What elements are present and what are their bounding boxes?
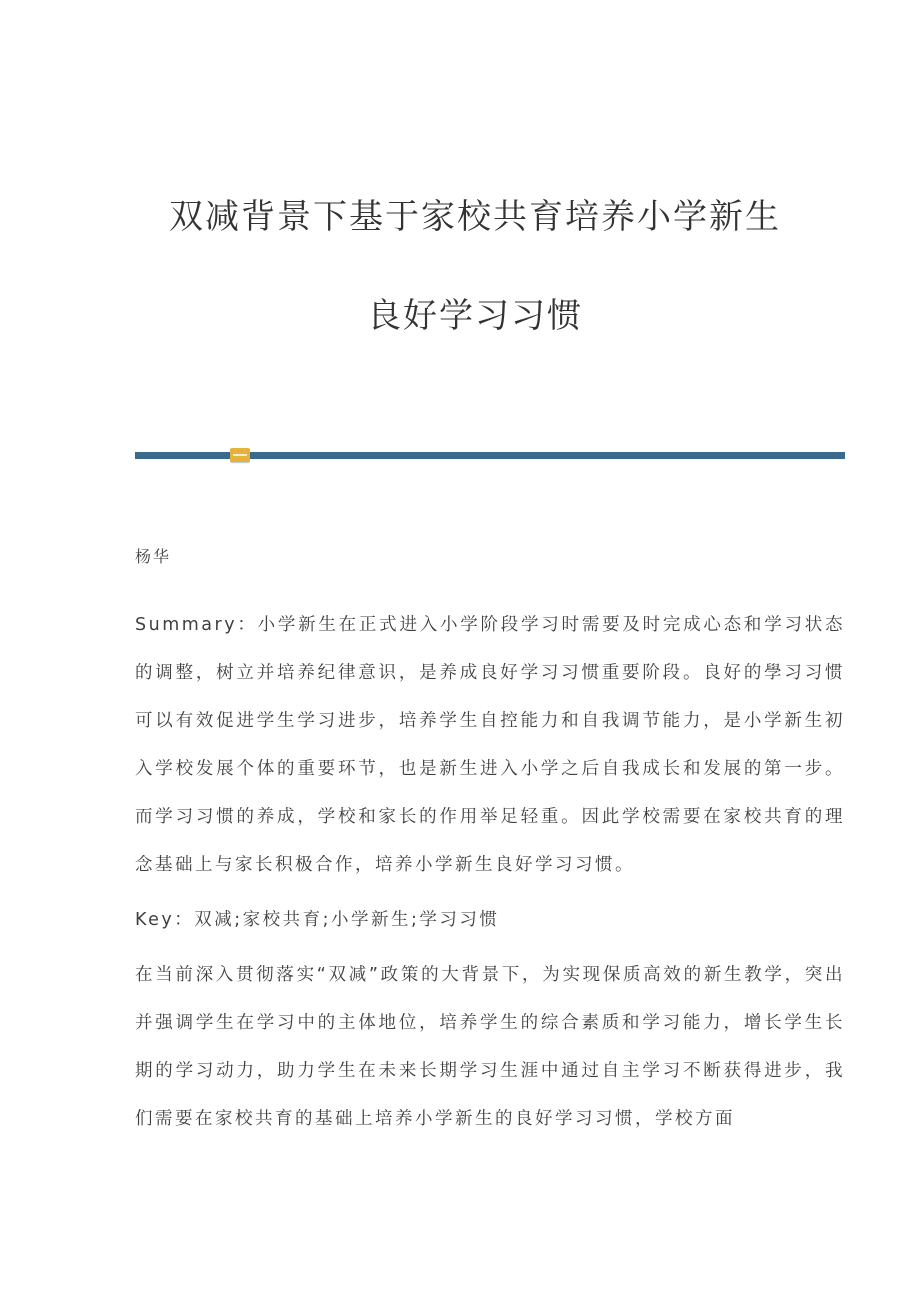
body-paragraph: 在当前深入贯彻落实“双减”政策的大背景下，为实现保质高效的新生教学，突出并强调学生在学习中的主体地位，培养学生的综合素质和学习能力，增长学生长期的学习动力，助力学生在未来长期学习生涯中通过自主学习不断获得进步，我们需要在家校共育的基础上培养小学新生的良好学习习惯，学校方面: [135, 964, 845, 1129]
author-name: 杨华: [135, 547, 172, 567]
title-line-2: 良好学习习惯: [367, 296, 583, 337]
section-divider: [135, 448, 845, 462]
document-title: [105, 198, 845, 336]
keywords-line: Key：双减;家校共育;小学新生;学习习惯: [135, 909, 500, 930]
title-line-1: 双减背景下基于家校共育培养小学新生: [169, 197, 781, 237]
summary-paragraph: Summary：小学新生在正式进入小学阶段学习时需要及时完成心态和学习状态的调整，树立并培养纪律意识，是养成良好学习习惯重要阶段。良好的學习习惯可以有效促进学生学习进步，培养学生自控能力和自我调节能力，是小学新生初入学校发展个体的重要环节，也是新生进入小学之后自我成长和发展的第一步。而学习习惯的养成，学校和家长的作用举足轻重。因此学校需要在家校共育的理念基础上与家长积极合作，培养小学新生良好学习习惯。: [135, 614, 845, 875]
divider-ornament-icon: [230, 448, 250, 462]
